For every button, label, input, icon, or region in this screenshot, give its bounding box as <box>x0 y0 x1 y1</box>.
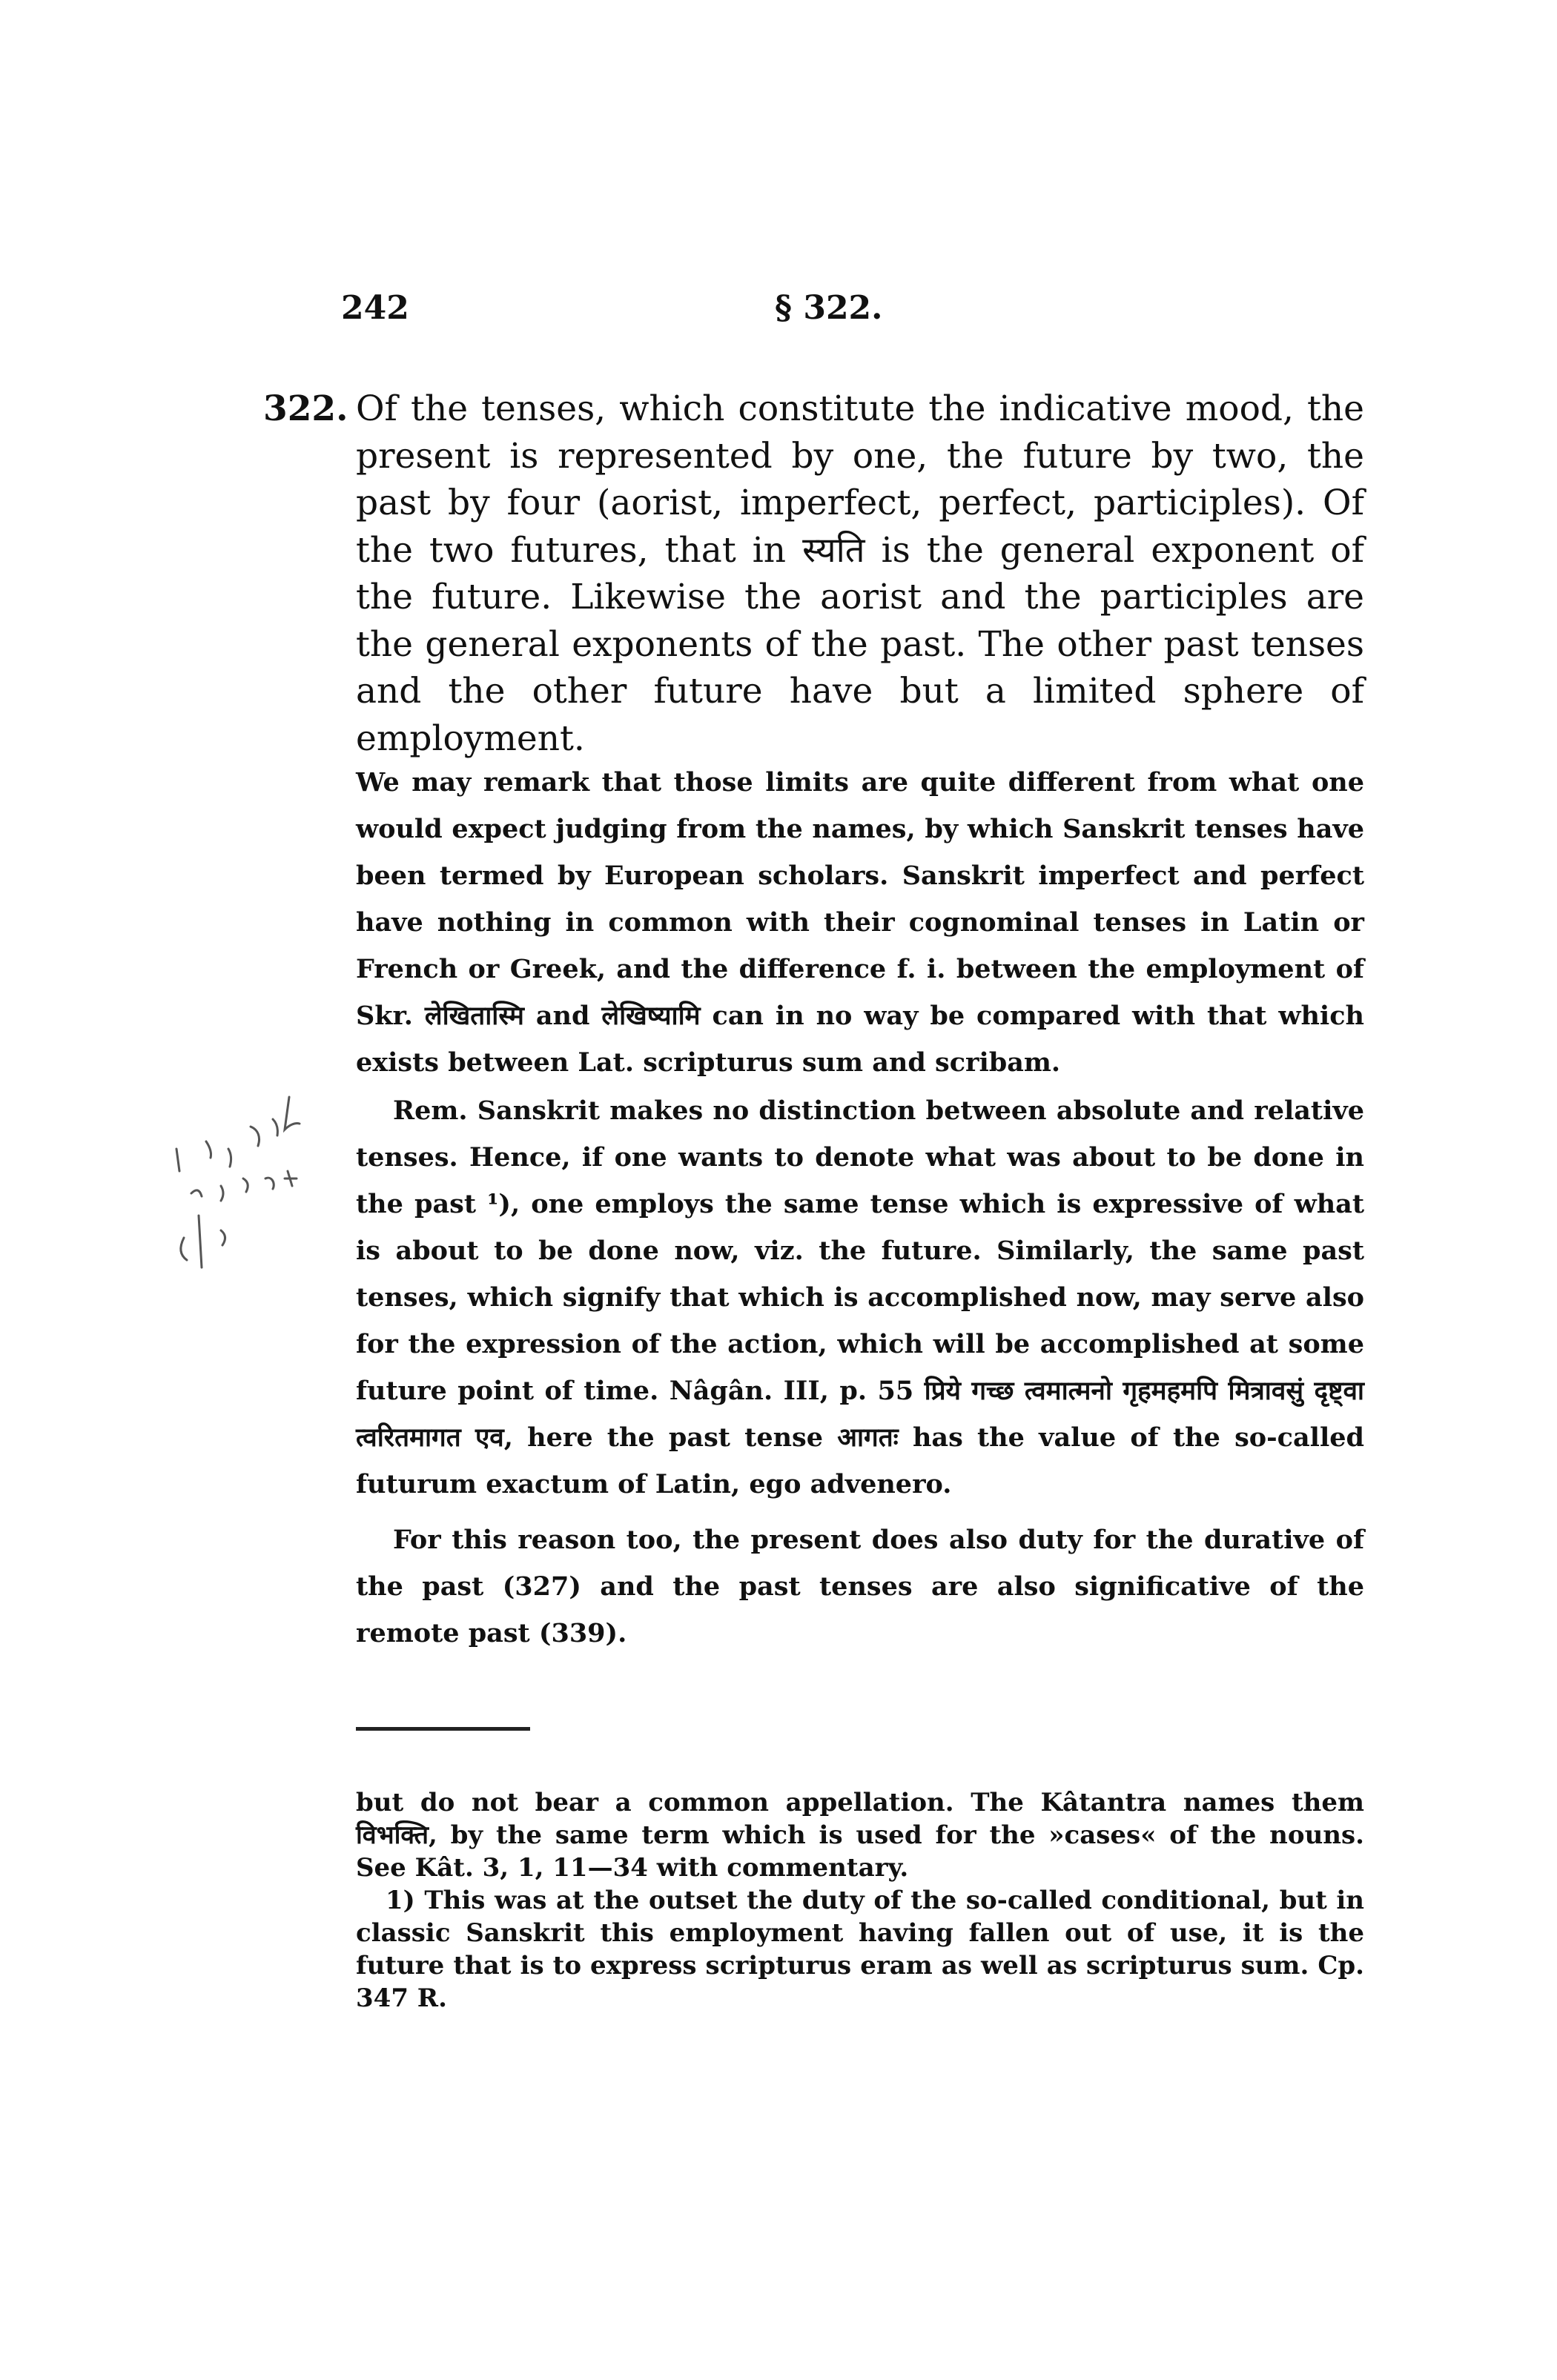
handwritten-margin-note <box>162 1067 332 1290</box>
remark-text: Rem. Sanskrit makes no distinction between absolute and relative tenses. Hence, if one wants to denote what was about to be done in the past ¹), one employs the same tense which is expressive of what is about to be done now, viz. the future. Similarly, the same past tenses, which signify that which is accomplished now, may serve also for the expression of the action, which will be accomplished at some future point of time. Nâgân. III, p. 55 प्रिये गच्छ त्वमात्मनो गृहमहमपि मित्रावसुं दृष्ट्वा त्वरितमागत एव, here the past tense आगतः has the value of the so-called futurum exactum of Latin, ego advenero. <box>356 1095 1364 1499</box>
footnote-1: 1) This was at the outset the duty of the so-called conditional, but in classic Sanskrit this employment having fallen out of use, it is the future that is to express scripturus eram as well as scripturus sum. Cp. 347 R. <box>356 1886 1364 2013</box>
for-this-paragraph <box>356 1516 1364 1657</box>
page-number: 242 <box>341 289 409 327</box>
main-paragraph-text: Of the tenses, which constitute the indicative mood, the present is represented by one, the future by two, the past by four (aorist, imperfect, perfect, participles). Of the two futures, that in स्यति is the general exponent of the future. Likewise the aorist and the participles are the general exponents of the past. The other past tenses and the other future have but a limited sphere of employment. <box>356 388 1364 759</box>
section-heading: § 322. <box>775 289 883 327</box>
footnote-separator <box>356 1727 530 1731</box>
footnotes <box>356 1786 1364 2015</box>
footnote-continuation: but do not bear a common appellation. The Kâtantra names them विभक्ति, by the same term which is used for the »cases« of the nouns. See Kât. 3, 1, 11—34 with commentary. <box>356 1788 1364 1883</box>
for-this-text: For this reason too, the present does also duty for the durative of the past (327) and the past tenses are also significative of the remote past (339). <box>356 1525 1364 1648</box>
continuation-text: We may remark that those limits are quite different from what one would expect judging from the names, by which Sanskrit tenses have been termed by European scholars. Sanskrit imperfect and perfect have nothing in common with their cognominal tenses in Latin or French or Greek, and the difference f. i. between the employment of Skr. लेखितास्मि and लेखिष्यामि can in no way be compared with that which exists between Lat. scripturus sum and scribam. <box>356 767 1364 1078</box>
remark-paragraph <box>356 1087 1364 1508</box>
running-header <box>341 289 1364 341</box>
section-number: 322. <box>263 388 348 429</box>
main-paragraph <box>263 385 1364 762</box>
continuation-paragraph <box>356 759 1364 1086</box>
